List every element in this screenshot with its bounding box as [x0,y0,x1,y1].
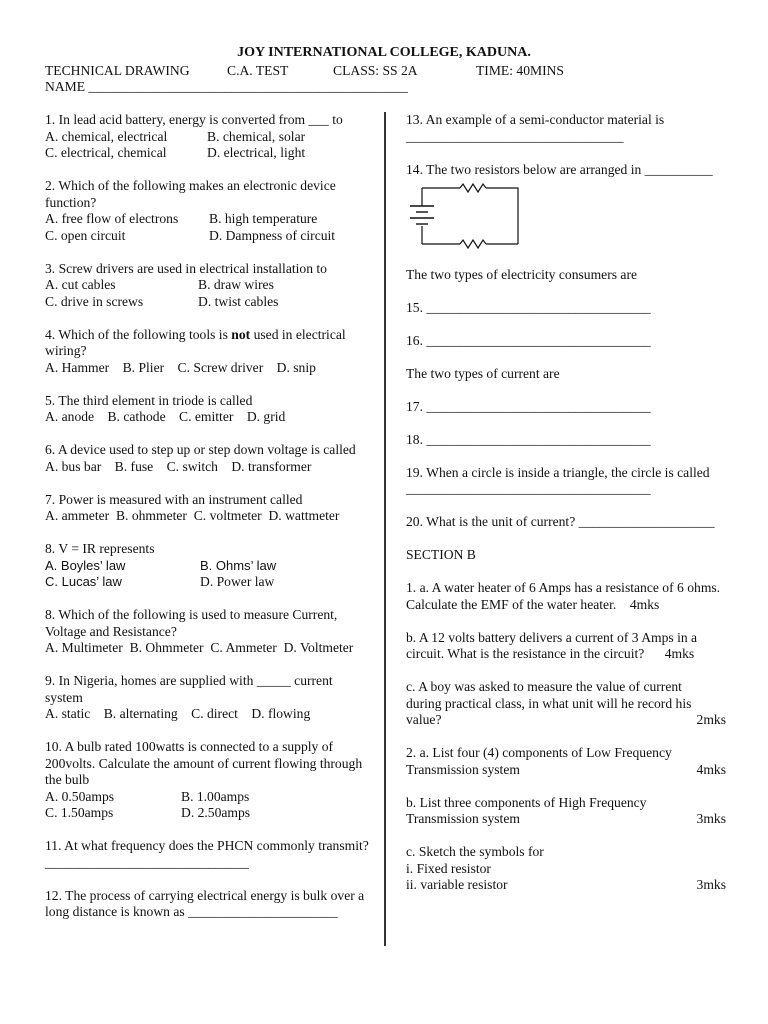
battery-icon [410,206,434,224]
option-b: B. fuse [114,458,154,474]
question-text: 8. V = IR represents [45,541,155,556]
option-c: C. Lucas’ law [45,574,122,589]
top-wire-right [486,188,518,244]
option-c: C. emitter [179,409,234,424]
option-b: B. high temperature [209,211,318,226]
option-a: A. Hammer [45,359,110,375]
question-text: 4. Which of the following tools is not used in electrical wiring? [45,326,346,358]
sub-item-ii: ii. variable resistor [406,877,508,892]
option-b: B. Plier [122,359,165,375]
question-text: 1. a. A water heater of 6 Amps has a resistance of 6 ohms. Calculate the EMF of the water heater. 4mks [406,580,721,612]
option-d: D. snip [276,359,316,375]
section-b-1b [406,630,726,663]
option-a: A. bus bar [45,458,102,474]
column-divider [384,112,386,946]
question-14 [406,162,726,263]
options-line: A. ammeter B. ohmmeter C. voltmeter D. wattmeter [45,508,340,523]
consumers-intro: The two types of electricity consumers are [406,266,638,282]
option-b: B. draw wires [198,277,274,292]
right-column [406,112,726,910]
option-a: A. free flow of electrons [45,211,179,226]
option-c: C. 1.50amps [45,805,114,820]
option-d: D. Power law [200,574,275,589]
question-6 [45,442,370,475]
section-b-1c [406,679,726,729]
option-d: D. grid [246,409,286,424]
marks: 2mks [696,712,726,727]
top-resistor [460,184,486,192]
question-text: 5. The third element in triode is called [45,392,253,408]
option-d: D. flowing [251,706,311,721]
question-text: c. A boy was asked to measure the value of current during practical class, in what unit will he record his value? [406,679,692,727]
option-a: A. anode [45,409,95,424]
question-18: 18. _________________________________ [406,431,651,447]
question-20: 20. What is the unit of current? ____________________ [406,514,715,529]
section-b-2b [406,795,726,828]
question-5 [45,393,370,426]
option-c: C. direct [191,706,238,721]
question-4 [45,327,370,377]
question-text: 2. Which of the following makes an electronic device function? [45,178,336,210]
answer-blank: ____________________________________ [406,481,651,496]
option-d: D. 2.50amps [181,805,251,820]
option-c: C. Screw driver [177,359,264,375]
question-text: 11. At what frequency does the PHCN commonly transmit? ______________________________ [45,838,369,870]
option-a: A. cut cables [45,277,116,292]
question-text-cont: Transmission system [406,761,520,777]
option-a: A. Boyles’ law [45,557,126,573]
question-text: 6. A device used to step up or step down voltage is called [45,442,356,457]
answer-blank: ________________________________ [406,128,624,144]
options-line: A. Multimeter B. Ohmmeter C. Ammeter D. Voltmeter [45,640,354,655]
option-b: B. chemical, solar [207,128,306,144]
question-text: 9. In Nigeria, homes are supplied with _____ current system [45,673,333,705]
question-text: 1. In lead acid battery, energy is converted from ___ to [45,112,343,127]
question-16: 16. _________________________________ [406,332,651,348]
question-text: b. A 12 volts battery delivers a current of 3 Amps in a circuit. What is the resistance in the circuit? 4mks [406,629,698,661]
option-c: C. switch [166,458,218,474]
question-3 [45,261,370,311]
question-text: 8. Which of the following is used to measure Current, Voltage and Resistance? [45,607,338,639]
question-10 [45,739,370,822]
question-2 [45,178,370,244]
question-text: c. Sketch the symbols for [406,844,544,859]
test-label: C.A. TEST [227,63,289,78]
question-text-cont: Transmission system [406,811,520,826]
question-19 [406,465,726,498]
section-b-2c [406,844,726,894]
question-text: 14. The two resistors below are arranged in __________ [406,161,713,177]
section-b-1a [406,580,726,613]
question-text: 2. a. List four (4) components of Low Frequency [406,745,672,760]
section-b-heading: SECTION B [406,547,476,562]
question-9 [45,673,370,723]
option-d: D. electrical, light [207,145,306,160]
option-a: A. 0.50amps [45,788,115,804]
current-intro: The two types of current are [406,365,560,381]
question-text: 13. An example of a semi-conductor material is [406,112,665,127]
question-8 [45,541,370,591]
option-d: D. twist cables [198,293,279,309]
question-11 [45,838,370,871]
time-label: TIME: 40MINS [476,63,564,78]
option-d: D. transformer [231,458,312,474]
subject-label: TECHNICAL DRAWING [45,63,190,78]
question-text: 3. Screw drivers are used in electrical installation to [45,260,327,276]
marks: 4mks [696,761,726,777]
question-text: b. List three components of High Frequency [406,794,647,810]
option-d: D. Dampness of circuit [209,227,336,243]
option-a: A. chemical, electrical [45,128,168,144]
parallel-resistor-circuit-diagram [408,180,528,252]
option-b: B. cathode [107,409,166,424]
question-7 [45,492,370,525]
option-c: C. electrical, chemical [45,145,167,160]
marks: 4mks [629,596,660,612]
sub-item-i: i. Fixed resistor [406,860,491,876]
question-12 [45,888,370,921]
question-17: 17. _________________________________ [406,398,651,414]
question-1 [45,112,370,162]
question-13 [406,112,726,145]
option-c: C. open circuit [45,227,126,243]
option-b: B. 1.00amps [181,788,250,804]
marks: 4mks [664,646,695,661]
option-c: C. drive in screws [45,293,144,309]
question-8b [45,607,370,657]
option-b: B. Ohms’ law [200,557,277,573]
question-text: 10. A bulb rated 100watts is connected to a supply of 200volts. Calculate the amount of current flowing through the bulb [45,739,363,787]
marks: 3mks [696,877,726,892]
class-label: CLASS: SS 2A [333,63,418,78]
left-column [45,112,370,937]
section-b-2a [406,745,726,778]
option-a: A. static [45,706,91,721]
marks: 3mks [696,811,726,826]
name-field-line: NAME _______________________________________________ [45,79,408,94]
question-15: 15. _________________________________ [406,299,651,315]
question-text: 12. The process of carrying electrical energy is bulk over a long distance is known as ______________________ [45,887,365,919]
option-b: B. alternating [103,706,178,721]
school-title: JOY INTERNATIONAL COLLEGE, KADUNA. [237,45,531,60]
bottom-resistor [460,240,486,248]
question-text: 19. When a circle is inside a triangle, the circle is called [406,464,710,480]
question-text: 7. Power is measured with an instrument called [45,491,303,507]
